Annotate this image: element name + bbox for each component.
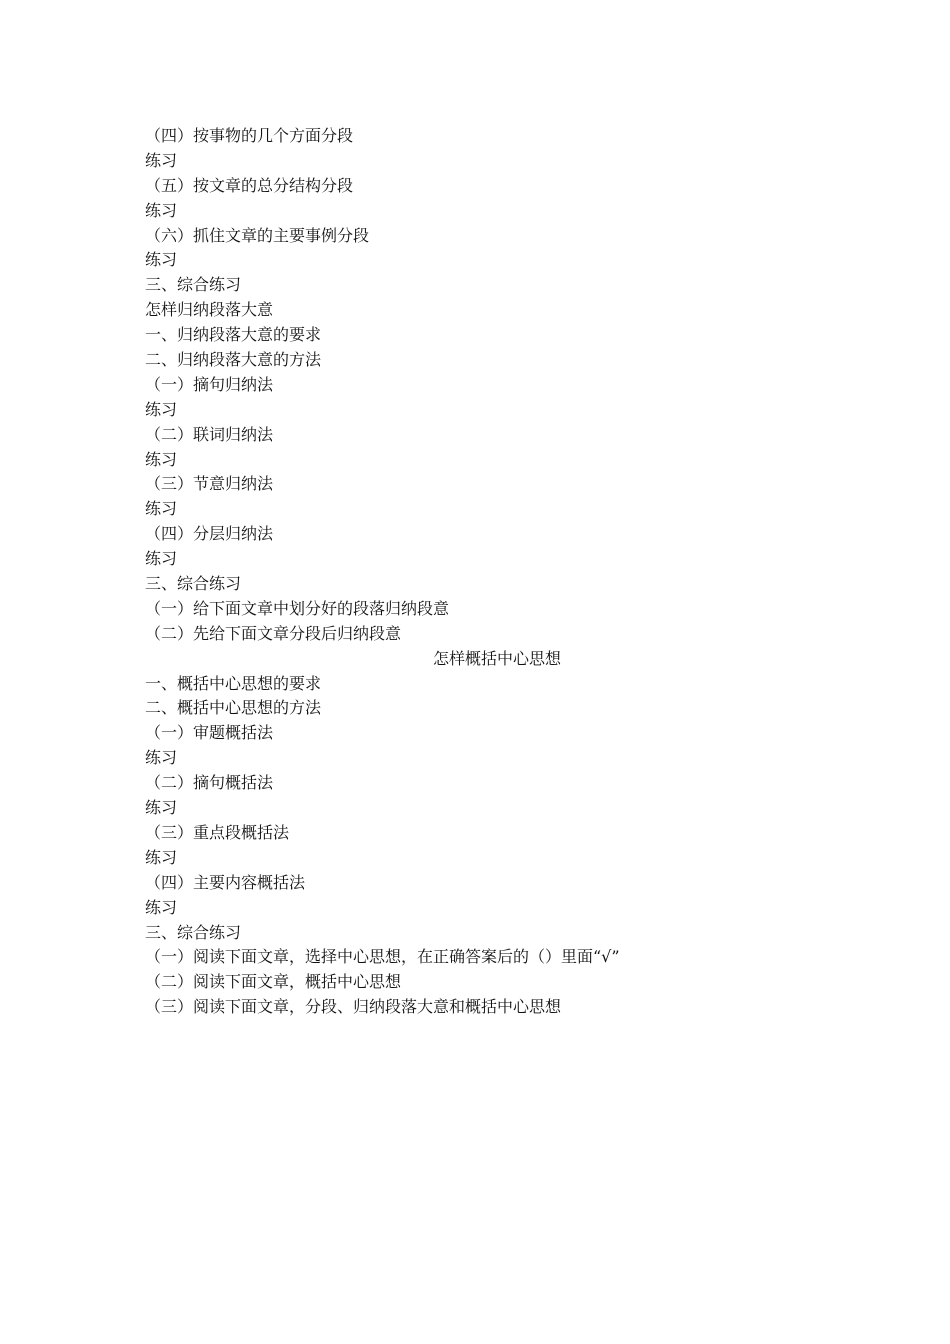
section-heading: 二、归纳段落大意的方法	[145, 350, 322, 370]
text-line: （一）摘句归纳法	[145, 374, 274, 394]
text-line: 练习	[145, 399, 178, 419]
text-line: （四）分层归纳法	[145, 524, 274, 544]
text-line: （四）按事物的几个方面分段	[145, 126, 354, 145]
text-line: （四）主要内容概括法	[145, 872, 306, 892]
text-line: （二）摘句概括法	[145, 773, 274, 793]
text-line: （二）联词归纳法	[145, 424, 274, 444]
text-line: （二）阅读下面文章，概括中心思想	[145, 972, 402, 992]
text-line: 练习	[145, 798, 178, 818]
chapter-title: 怎样概括中心思想	[433, 648, 562, 668]
text-line: （二）先给下面文章分段后归纳段意	[145, 623, 402, 643]
text-line: （一）审题概括法	[145, 723, 274, 743]
text-line: （六）抓住文章的主要事例分段	[145, 225, 370, 245]
text-line: 练习	[145, 549, 178, 569]
chapter-title: 怎样归纳段落大意	[145, 300, 274, 320]
section-heading: 一、归纳段落大意的要求	[145, 325, 322, 345]
section-heading: 三、综合练习	[145, 275, 242, 295]
section-heading: 二、概括中心思想的方法	[145, 698, 322, 718]
text-line: （三）阅读下面文章，分段、归纳段落大意和概括中心思想	[145, 997, 562, 1017]
text-line: （三）节意归纳法	[145, 474, 274, 494]
text-line: （一）阅读下面文章，选择中心思想，在正确答案后的（）里面“√”	[145, 947, 620, 967]
text-line: 练习	[145, 200, 178, 220]
section-heading: 三、综合练习	[145, 574, 242, 594]
text-line: 练习	[145, 449, 178, 469]
section-heading: 三、综合练习	[145, 922, 242, 942]
text-line: 练习	[145, 150, 178, 170]
section-heading: 一、概括中心思想的要求	[145, 673, 322, 693]
text-line: 练习	[145, 499, 178, 519]
text-line: 练习	[145, 250, 178, 270]
text-line: 练习	[145, 897, 178, 917]
text-line: 练习	[145, 847, 178, 867]
text-line: （一）给下面文章中划分好的段落归纳段意	[145, 598, 450, 618]
text-line: （五）按文章的总分结构分段	[145, 175, 354, 195]
document-body	[145, 124, 865, 1020]
text-line: （三）重点段概括法	[145, 822, 290, 842]
text-line: 练习	[145, 748, 178, 768]
